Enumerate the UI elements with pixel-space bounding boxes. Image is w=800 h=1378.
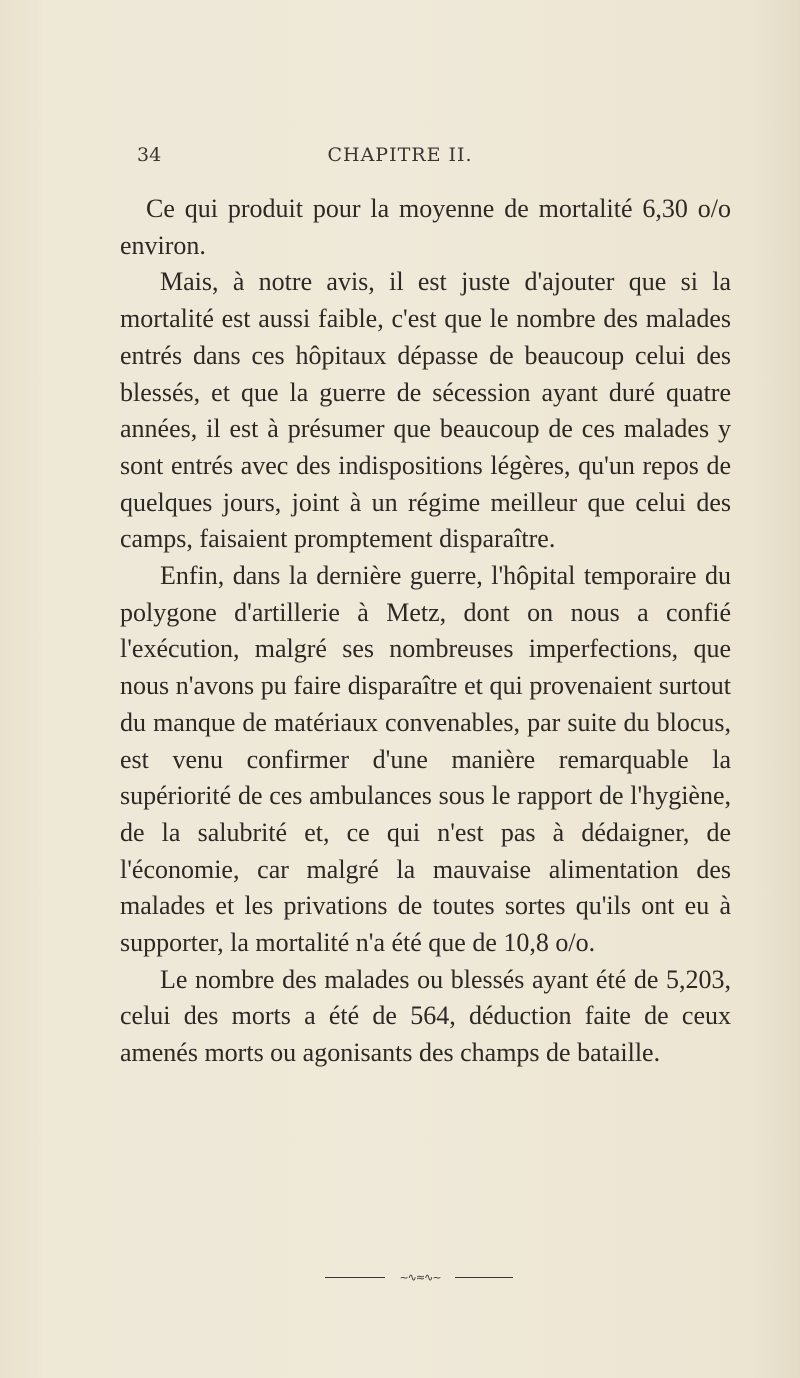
paragraph: Ce qui produit pour la moyenne de mortalité 6,30 o/o environ. (120, 194, 731, 260)
paragraph: Le nombre des malades ou blessés ayant été de 5,203, celui des morts a été de 564, déduction faite de ceux amenés morts ou agonisants des champs de bataille. (120, 964, 731, 1068)
ornament-rule-right (455, 1277, 513, 1278)
paragraph: Enfin, dans la dernière guerre, l'hôpital temporaire du polygone d'artillerie à Metz, dont on nous a confié l'exécution, malgré ses nombreuses imperfections, que nous n'avons pu faire disparaître et qui provenaient surtout du manque de matériaux convenables, par suite du blocus, est venu confirmer d'une manière remarquable la supériorité de ces ambulances sous le rapport de l'hygiène, de la salubrité et, ce qui n'est pas à dédaigner, de l'économie, car malgré la mauvaise alimentation des malades et les privations de toutes sortes qu'ils ont eu à supporter, la mortalité n'a été que de 10,8 o/o. (120, 561, 731, 958)
ornament-rule-left (325, 1277, 385, 1278)
page-number: 34 (137, 144, 162, 166)
end-ornament (0, 1271, 800, 1285)
paragraph: Mais, à notre avis, il est juste d'ajouter que si la mortalité est aussi faible, c'est que le nombre des malades entrés dans ces hôpitaux dépasse de beaucoup celui des blessés, et que la guerre de sécession ayant duré quatre années, il est à présumer que beaucoup de ces malades y sont entrés avec des indispositions légères, qu'un repos de quelques jours, joint à un régime meilleur que celui des camps, faisaient promptement disparaître. (120, 267, 731, 554)
chapter-title: CHAPITRE II. (327, 144, 473, 166)
ornament-flourish: ~∿≈∿~ (399, 1271, 441, 1284)
running-head (0, 144, 800, 172)
body-text (120, 191, 731, 1072)
